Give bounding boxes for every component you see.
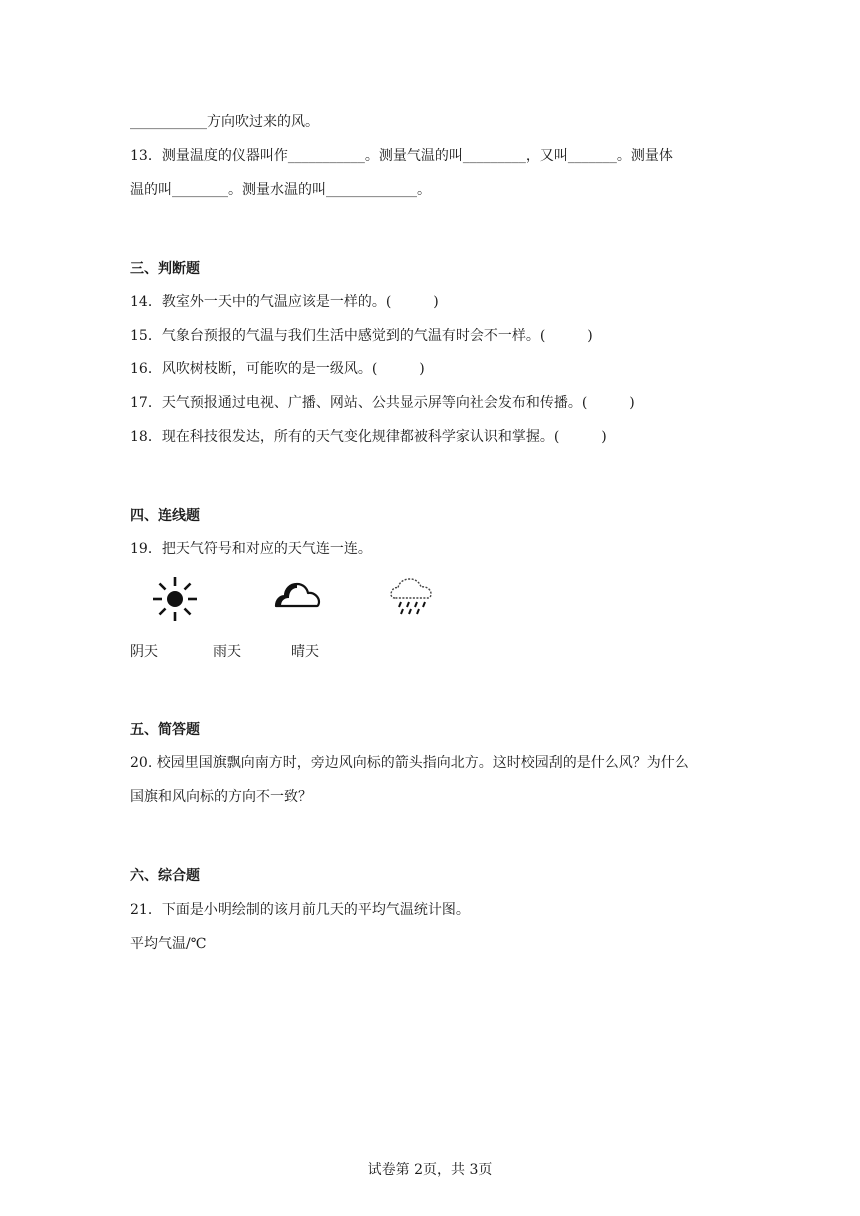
chart-axis-label: 平均气温/℃	[130, 936, 207, 952]
q14: 14．教室外一天中的气温应该是一样的。( )	[130, 294, 439, 310]
section4-heading: 四、连线题	[130, 508, 200, 524]
q20-line1: 20. 校园里国旗飘向南方时，旁边风向标的箭头指向北方。这时校园刮的是什么风？为什么	[130, 755, 689, 771]
q13-line1: 13．测量温度的仪器叫作___________。测量气温的叫_________，又叫_______。测量体	[130, 148, 673, 164]
q13-line2: 温的叫________。测量水温的叫_____________。	[130, 182, 431, 198]
section5-heading: 五、简答题	[130, 722, 200, 738]
section6-heading: 六、综合题	[130, 868, 200, 884]
q21: 21．下面是小明绘制的该月前几天的平均气温统计图。	[130, 902, 470, 918]
q12-tail: ___________方向吹过来的风。	[130, 114, 319, 130]
q15: 15．气象台预报的气温与我们生活中感觉到的气温有时会不一样。( )	[130, 328, 593, 344]
q16: 16．风吹树枝断，可能吹的是一级风。( )	[130, 361, 425, 377]
q19: 19．把天气符号和对应的天气连一连。	[130, 541, 372, 557]
label-sunny: 晴天	[291, 644, 319, 660]
q18: 18．现在科技很发达，所有的天气变化规律都被科学家认识和掌握。( )	[130, 429, 607, 445]
label-rainy: 雨天	[213, 644, 241, 660]
section3-heading: 三、判断题	[130, 261, 200, 277]
q17: 17．天气预报通过电视、广播、网站、公共显示屏等向社会发布和传播。( )	[130, 395, 635, 411]
page-footer: 试卷第 2页，共 3页	[367, 1162, 493, 1178]
q20-line2: 国旗和风向标的方向不一致？	[130, 789, 312, 805]
rain-icon	[389, 576, 435, 618]
sun-icon	[152, 576, 198, 622]
label-overcast: 阴天	[130, 644, 158, 660]
cloud-icon	[272, 580, 322, 610]
